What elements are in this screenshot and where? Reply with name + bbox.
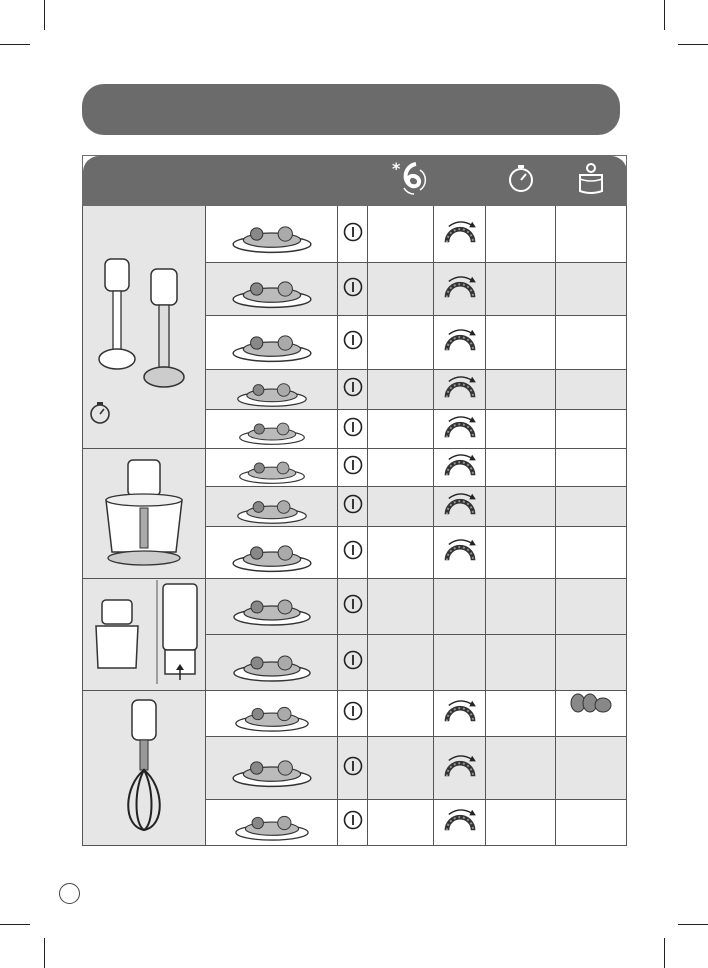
table-row	[83, 206, 627, 263]
table-row	[83, 579, 627, 635]
speed-dial-icon	[441, 490, 479, 518]
crop-mark	[678, 44, 708, 45]
power-switch-icon	[343, 494, 363, 514]
power-switch-icon	[343, 277, 363, 297]
header-speed	[338, 156, 486, 206]
food-whipped-cream-icon	[206, 737, 338, 800]
power-switch-icon	[343, 455, 363, 475]
tool-mini-chopper	[83, 579, 206, 691]
food-herbs-icon	[206, 487, 338, 527]
speed-dial-icon	[441, 697, 479, 725]
crop-mark	[664, 938, 665, 968]
header-weight	[556, 156, 627, 206]
header-food	[206, 156, 338, 206]
table-header	[83, 156, 627, 206]
speed-dial-icon	[441, 413, 479, 441]
speed-dial-icon	[441, 806, 479, 834]
crop-mark	[0, 924, 30, 925]
food-meat-icon	[206, 449, 338, 487]
crop-mark	[44, 0, 45, 30]
header-tool	[83, 156, 206, 206]
crop-mark	[44, 938, 45, 968]
power-switch-icon	[343, 810, 363, 830]
food-compote-icon	[206, 370, 338, 410]
chopper-bowl-icon	[94, 452, 194, 570]
tool-blender-foot	[83, 206, 206, 449]
food-meat-cubes-icon	[206, 579, 338, 635]
power-switch-icon	[343, 330, 363, 350]
speed-dial-icon	[441, 536, 479, 564]
eggs-icon	[566, 691, 616, 715]
speed-dial-icon	[441, 752, 479, 780]
tool-whisk	[83, 691, 206, 846]
whisk-icon	[104, 696, 184, 836]
power-switch-icon	[343, 756, 363, 776]
svg-text:*: *	[391, 159, 400, 178]
food-egg-whites-icon	[206, 691, 338, 737]
power-switch-icon	[343, 417, 363, 437]
weight-icon	[576, 161, 606, 195]
food-batter-icon	[206, 410, 338, 449]
timer-icon	[506, 162, 536, 194]
eggs-cell	[556, 691, 627, 737]
crop-mark	[0, 44, 30, 45]
crop-mark	[678, 924, 708, 925]
power-switch-icon	[343, 594, 363, 614]
tool-chopper-bowl	[83, 449, 206, 579]
crop-mark	[664, 0, 665, 30]
speed-dial-icon	[441, 218, 479, 246]
power-switch-icon	[343, 650, 363, 670]
power-switch-icon	[343, 540, 363, 560]
title-bar	[82, 84, 620, 135]
timer-icon	[88, 400, 112, 426]
mini-chopper-icon	[84, 580, 204, 684]
food-meat-cubes-icon	[206, 635, 338, 691]
power-switch-icon	[343, 701, 363, 721]
speed-dial-icon	[441, 273, 479, 301]
food-soup-icon	[206, 206, 338, 263]
power-switch-icon	[343, 377, 363, 397]
food-milkshake-icon	[206, 316, 338, 370]
header-timer	[486, 156, 556, 206]
food-bread-nuts-icon	[206, 527, 338, 579]
food-smoothie-icon	[206, 263, 338, 316]
power-switch-icon	[343, 222, 363, 242]
speed-icon	[390, 158, 434, 198]
usage-table	[82, 155, 627, 846]
food-pancake-icon	[206, 800, 338, 846]
speed-dial-icon	[441, 326, 479, 354]
table-row	[83, 449, 627, 487]
blender-foot-icon	[89, 209, 199, 409]
speed-dial-icon	[441, 373, 479, 401]
speed-dial-icon	[441, 451, 479, 479]
table-row	[83, 691, 627, 737]
page-number-circle	[59, 883, 80, 904]
